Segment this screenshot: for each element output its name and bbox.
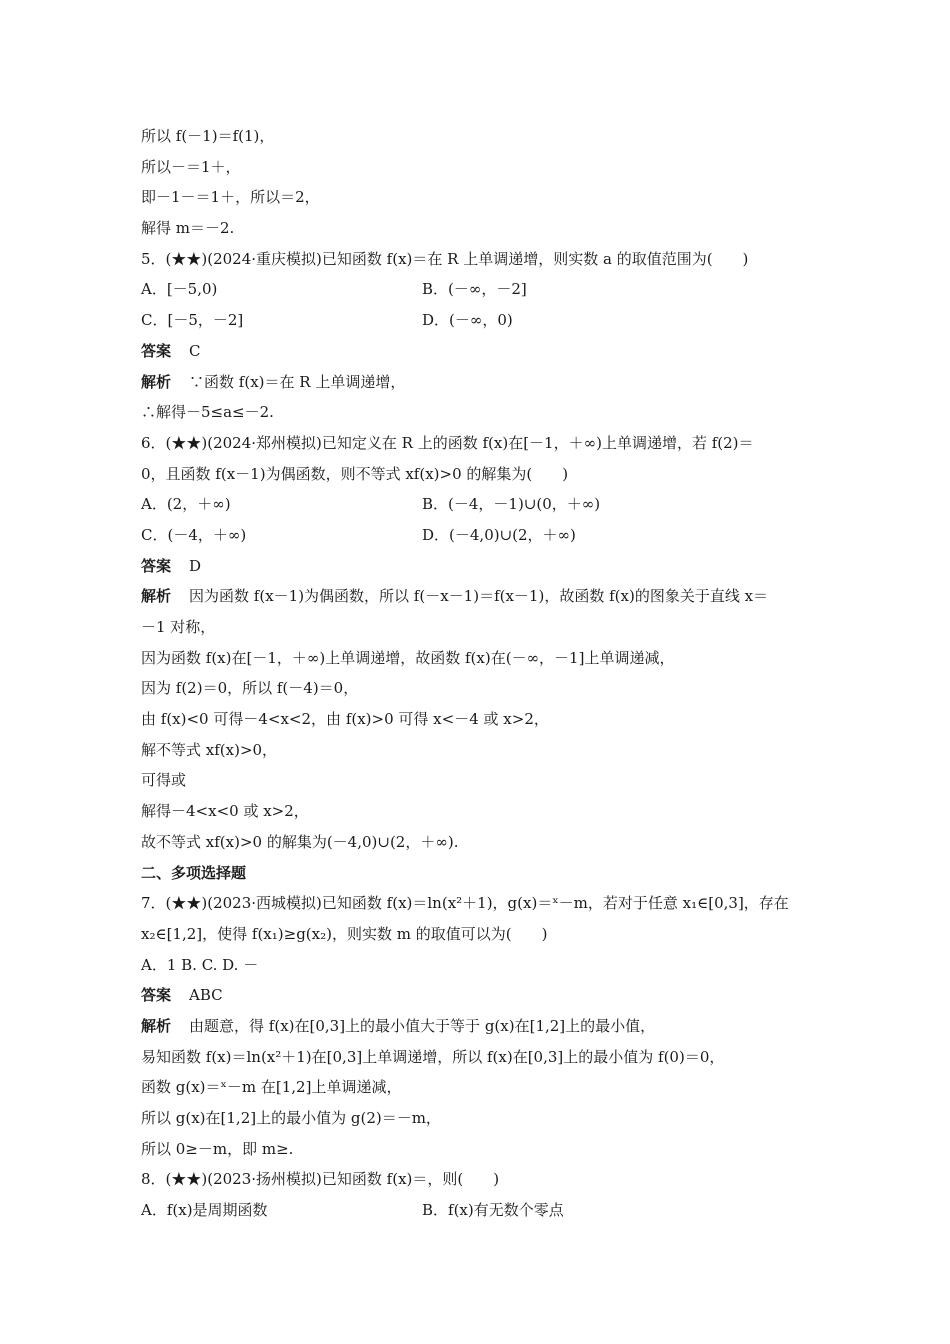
answer-label: 答案: [141, 341, 172, 360]
answer-line: [141, 551, 813, 582]
text-line: －1 对称，: [141, 618, 216, 636]
text-line: 解得－4<x<0 或 x>2，: [141, 802, 309, 821]
text-line: 因为函数 f(x)在[－1，＋∞)上单调递增，故函数 f(x)在(－∞，－1]上单调递减，: [141, 648, 675, 667]
option-b: B．(－4，－1)∪(0，＋∞): [422, 495, 601, 514]
text-line: 可得或: [141, 771, 187, 790]
option-a: A．[－5,0): [141, 280, 218, 299]
options-row: [141, 489, 813, 520]
text-line: 所以 g(x)在[1,2]上的最小值为 g(2)＝－m，: [141, 1109, 441, 1127]
text-line: 所以－＝1＋，: [141, 157, 241, 176]
options-row: [141, 274, 813, 305]
document-page: [141, 121, 813, 1226]
option-c: C．[－5，－2]: [141, 311, 244, 330]
answer-value: C: [189, 341, 201, 360]
analysis-text: ∵函数 f(x)＝在 R 上单调递增，: [189, 372, 406, 391]
question-7-stem: 7．(★★)(2023·西城模拟)已知函数 f(x)＝ln(x²＋1)，g(x)＝ˣ－m，若对于任意 x₁∈[0,3]，存在: [141, 894, 789, 913]
analysis-line: [141, 367, 813, 398]
options-row: [141, 520, 813, 551]
analysis-text: 由题意，得 f(x)在[0,3]上的最小值大于等于 g(x)在[1,2]上的最小值，: [189, 1016, 656, 1035]
text-line: 解得 m＝－2.: [141, 219, 235, 238]
analysis-line: [141, 581, 813, 612]
options-row: [141, 305, 813, 336]
options-row: [141, 1195, 813, 1226]
analysis-label: 解析: [141, 372, 172, 391]
text-line: 由 f(x)<0 可得－4<x<2，由 f(x)>0 可得 x<－4 或 x>2，: [141, 710, 549, 729]
text-line: 易知函数 f(x)＝ln(x²＋1)在[0,3]上单调递增，所以 f(x)在[0,3]上的最小值为 f(0)＝0，: [141, 1047, 725, 1066]
answer-value: D: [189, 556, 202, 575]
option-a: A．f(x)是周期函数: [141, 1201, 268, 1220]
answer-label: 答案: [141, 556, 172, 575]
analysis-line: [141, 1011, 813, 1042]
answer-value: ABC: [189, 986, 223, 1005]
option-d: D．(－∞，0): [422, 311, 513, 330]
question-5-stem: 5．(★★)(2024·重庆模拟)已知函数 f(x)＝在 R 上单调递增，则实数 a 的取值范围为( ): [141, 249, 749, 268]
text-line: 解不等式 xf(x)>0，: [141, 740, 278, 759]
option-c: C．(－4，＋∞): [141, 525, 247, 544]
text-line: 所以 f(－1)＝f(1)，: [141, 127, 275, 145]
option-a: A．(2，＋∞): [141, 495, 231, 514]
text-line: 即－1－＝1＋，所以＝2，: [141, 188, 320, 207]
question-6-stem-cont: 0，且函数 f(x－1)为偶函数，则不等式 xf(x)>0 的解集为( ): [141, 464, 569, 483]
option-d: D．(－4,0)∪(2，＋∞): [422, 525, 576, 544]
section-title: 二、多项选择题: [141, 863, 247, 882]
text-line: 所以 0≥－m，即 m≥.: [141, 1139, 294, 1158]
question-7-stem-cont: x₂∈[1,2]，使得 f(x₁)≥g(x₂)，则实数 m 的取值可以为( ): [141, 924, 548, 943]
section-heading: [141, 858, 813, 889]
answer-line: [141, 336, 813, 367]
answer-label: 答案: [141, 986, 172, 1005]
analysis-label: 解析: [141, 1016, 172, 1035]
option-b: B．f(x)有无数个零点: [422, 1201, 564, 1220]
text-line: 故不等式 xf(x)>0 的解集为(－4,0)∪(2，＋∞).: [141, 832, 459, 851]
answer-line: [141, 980, 813, 1011]
text-line: ∴解得－5≤a≤－2.: [141, 403, 274, 422]
analysis-label: 解析: [141, 587, 172, 606]
question-6-stem: 6．(★★)(2024·郑州模拟)已知定义在 R 上的函数 f(x)在[－1，＋∞)上单调递增，若 f(2)＝: [141, 433, 754, 452]
question-8-stem: 8．(★★)(2023·扬州模拟)已知函数 f(x)＝，则( ): [141, 1170, 500, 1189]
analysis-text: 因为函数 f(x－1)为偶函数，所以 f(－x－1)＝f(x－1)，故函数 f(x)的图象关于直线 x＝: [189, 587, 769, 606]
question-7-options: A．1 B. C. D. －: [141, 955, 259, 974]
option-b: B．(－∞，－2]: [422, 280, 527, 299]
text-line: 因为 f(2)＝0，所以 f(－4)＝0，: [141, 679, 359, 698]
text-line: 函数 g(x)＝ˣ－m 在[1,2]上单调递减，: [141, 1078, 402, 1097]
